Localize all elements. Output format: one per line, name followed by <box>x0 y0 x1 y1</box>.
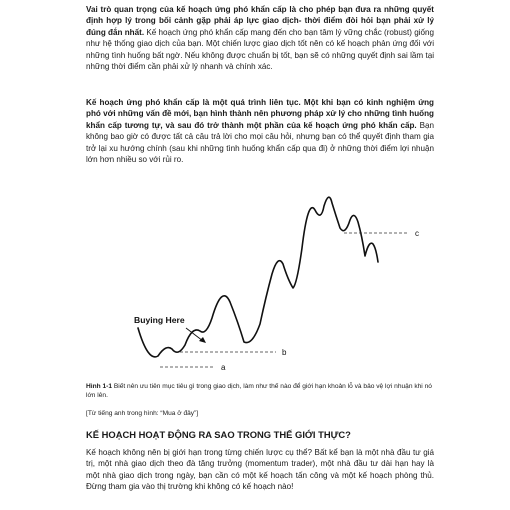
paragraph-bold-lead: Vai trò quan trọng của kế hoạch ứng phó khẩn cấp là cho phép bạn đưa ra những quyết định hợp lý trong bối cảnh gặp phải áp lực giao dịch- thời điểm đòi hỏi bạn phải xử lý đúng đắn nhất. <box>86 5 434 37</box>
price-chart-svg <box>86 176 434 378</box>
caption-text: Biết nên ưu tiên mục tiêu gì trong giao dịch, làm như thế nào để giới hạn khoản lỗ và bảo vệ lợi nhuận khi nó lớn lên. <box>86 383 432 400</box>
section-heading: KẾ HOẠCH HOẠT ĐỘNG RA SAO TRONG THẾ GIỚI THỰC? <box>86 429 351 440</box>
translation-note: [Từ tiếng anh trong hình: “Mua ở đây”] <box>86 410 199 417</box>
price-chart-figure <box>86 176 434 378</box>
level-a-label: a <box>221 363 226 372</box>
paragraph-contingency-role <box>86 4 434 72</box>
level-c-label: c <box>415 229 419 238</box>
paragraph-body: Bạn không bao giờ có được tất cả câu trả lời cho mọi câu hỏi, nhưng bạn có thể quyết định tham gia trở lại xu hướng chính (sau khi những tình huống khẩn cấp qua đi) ở những thời điểm lợi nhuận lớn hơn nhiều so với rủi ro. <box>86 120 434 165</box>
figure-caption <box>86 382 434 401</box>
buying-here-label: Buying Here <box>134 315 185 325</box>
paragraph-bold-lead: Kế hoạch ứng phó khẩn cấp là một quá trình liên tục. Một khi bạn có kinh nghiệm ứng phó với những vấn đề mới, bạn hình thành nên phương pháp xử lý cho những tình huống khẩn cấp tương tự, và sau đó trở thành một phần của kế hoạch ứng phó khẩn cấp. <box>86 98 434 130</box>
paragraph-body: Kế hoạch ứng phó khẩn cấp mang đến cho bạn tâm lý vững chắc (robust) giống như hệ thống giao dịch của bạn. Một chiến lược giao dịch tốt nên có kế hoạch phản ứng đối với những tình huống bất ngờ. Nếu không được chuẩn bị tốt, bạn sẽ có những quyết định sai lầm tại những thời điểm cần phải xử lý nhanh và chính xác. <box>86 27 434 72</box>
arrow-head-icon <box>199 337 206 343</box>
level-b-label: b <box>282 348 287 357</box>
caption-label: Hình 1-1 <box>86 383 113 390</box>
price-line <box>138 197 378 357</box>
paragraph-real-world: Kế hoạch không nên bị giới hạn trong từng chiến lược cụ thể? Bất kể bạn là một nhà đầu tư giá trị, một nhà giao dịch theo đà tăng trưởng (momentum trader), một nhà đầu tư dài hạn hay là một nhà giao dịch trong ngày, bạn cần có một kế hoạch tấn công và một kế hoạch phòng thủ. Đừng tham gia vào thị trường khi không có kế hoạch nào! <box>86 448 434 492</box>
paragraph-continuous-process <box>86 97 434 165</box>
